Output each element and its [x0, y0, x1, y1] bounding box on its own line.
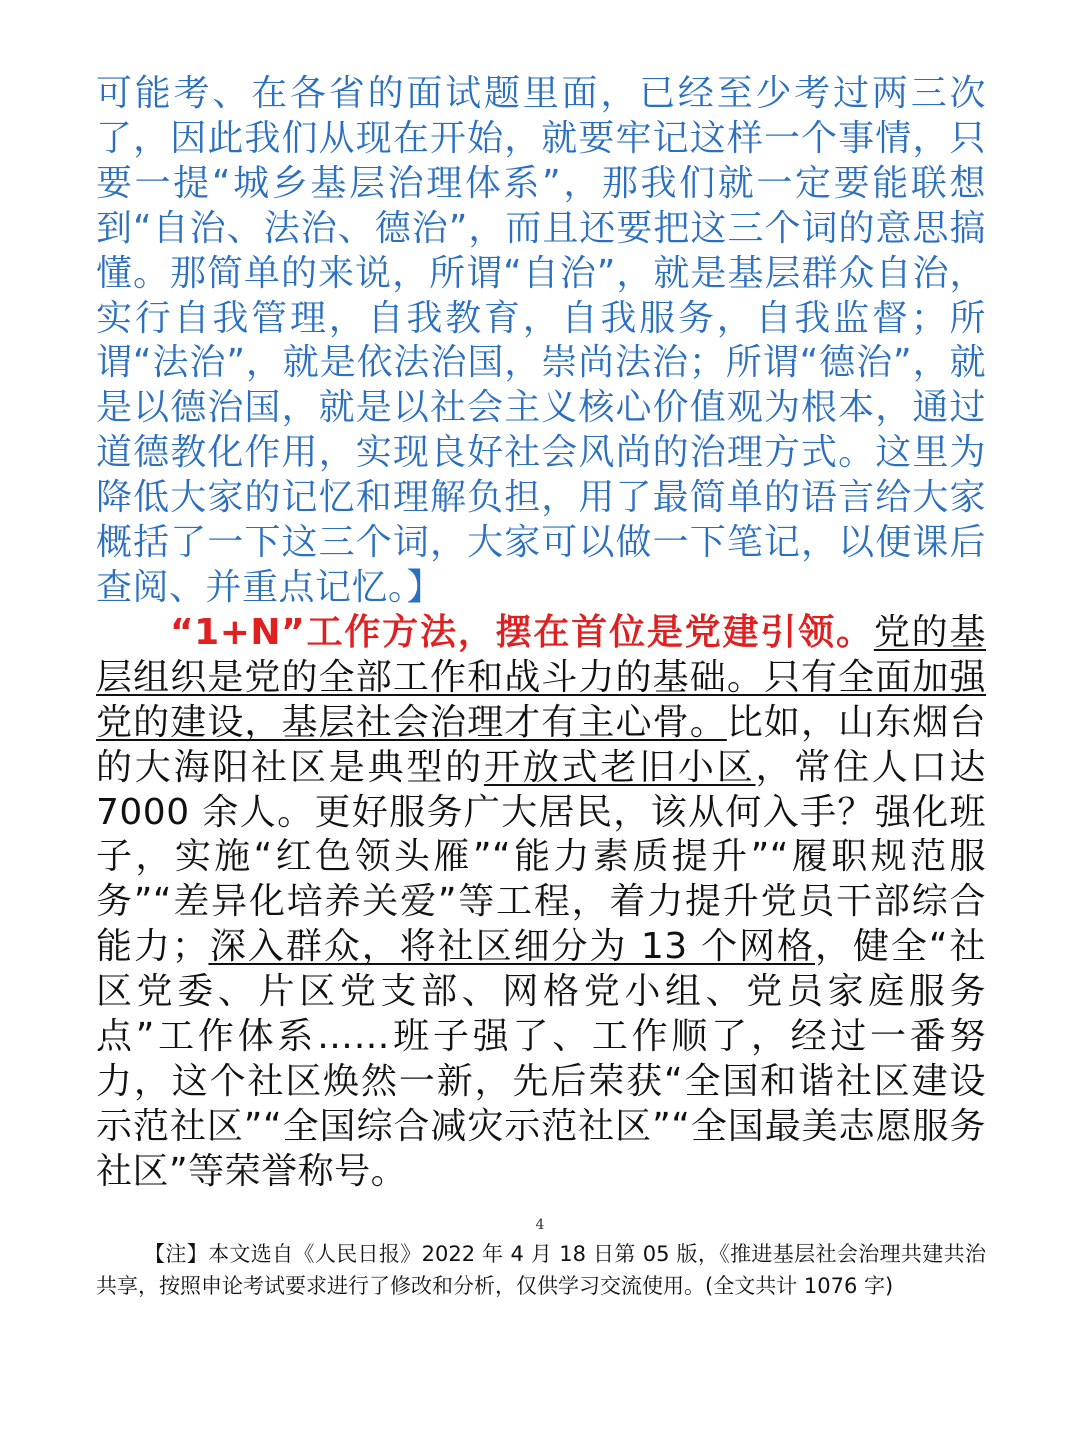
explanation-paragraph: 可能考、在各省的面试题里面，已经至少考过两三次了，因此我们从现在开始，就要牢记这样一个事情，只要一提“城乡基层治理体系”，那我们就一定要能联想到“自治、法治、德治”，而且还要把这三个词的意思搞懂。那简单的来说，所谓“自治”，就是基层群众自治，实行自我管理，自我教育，自我服务，自我监督；所谓“法治”，就是依法治国，崇尚法治；所谓“德治”，就是以德治国，就是以社会主义核心价值观为根本，通过道德教化作用，实现良好社会风尚的治理方式。这里为降低大家的记忆和理解负担，用了最简单的语言给大家概括了一下这三个词，大家可以做一下笔记，以便课后查阅、并重点记忆。】: [96, 73, 986, 608]
main-paragraph: [96, 611, 986, 1195]
body-text-2: ，常住人口达 7000 余人。更好服务广大居民，该从何入手？强化班子，实施“红色领头雁”“能力素质提升”“履职规范服务”“差异化培养关爱”等工程，着力提升党员干部综合能力；: [96, 746, 986, 968]
body-text-1: 比如，山东烟台的大海阳社区是典型的: [96, 701, 986, 788]
section-heading: “1+N”工作方法，摆在首位是党建引领。: [170, 611, 874, 653]
footnote: 【注】本文选自《人民日报》2022 年 4 月 18 日第 05 版，《推进基层社会治理共建共治共享，按照申论考试要求进行了修改和分析，仅供学习交流使用。(全文共计 1076 字): [96, 1242, 986, 1298]
document-page: [96, 72, 986, 1195]
underlined-community-type: 开放式老旧小区: [483, 746, 756, 788]
body-text-3: ，健全“社区党委、片区党支部、网格党小组、党员家庭服务点”工作体系……班子强了、工作顺了，经过一番努力，这个社区焕然一新，先后荣获“全国和谐社区建设示范社区”“全国综合减灾示范社区”“全国最美志愿服务社区”等荣誉称号。: [96, 926, 986, 1192]
underlined-grid-statement: 深入群众，将社区细分为 13 个网格: [208, 926, 815, 968]
page-number: 4: [535, 1217, 545, 1233]
underlined-statement: 党的基层组织是党的全部工作和战斗力的基础。只有全面加强党的建设，基层社会治理才有主心骨。: [96, 611, 986, 743]
